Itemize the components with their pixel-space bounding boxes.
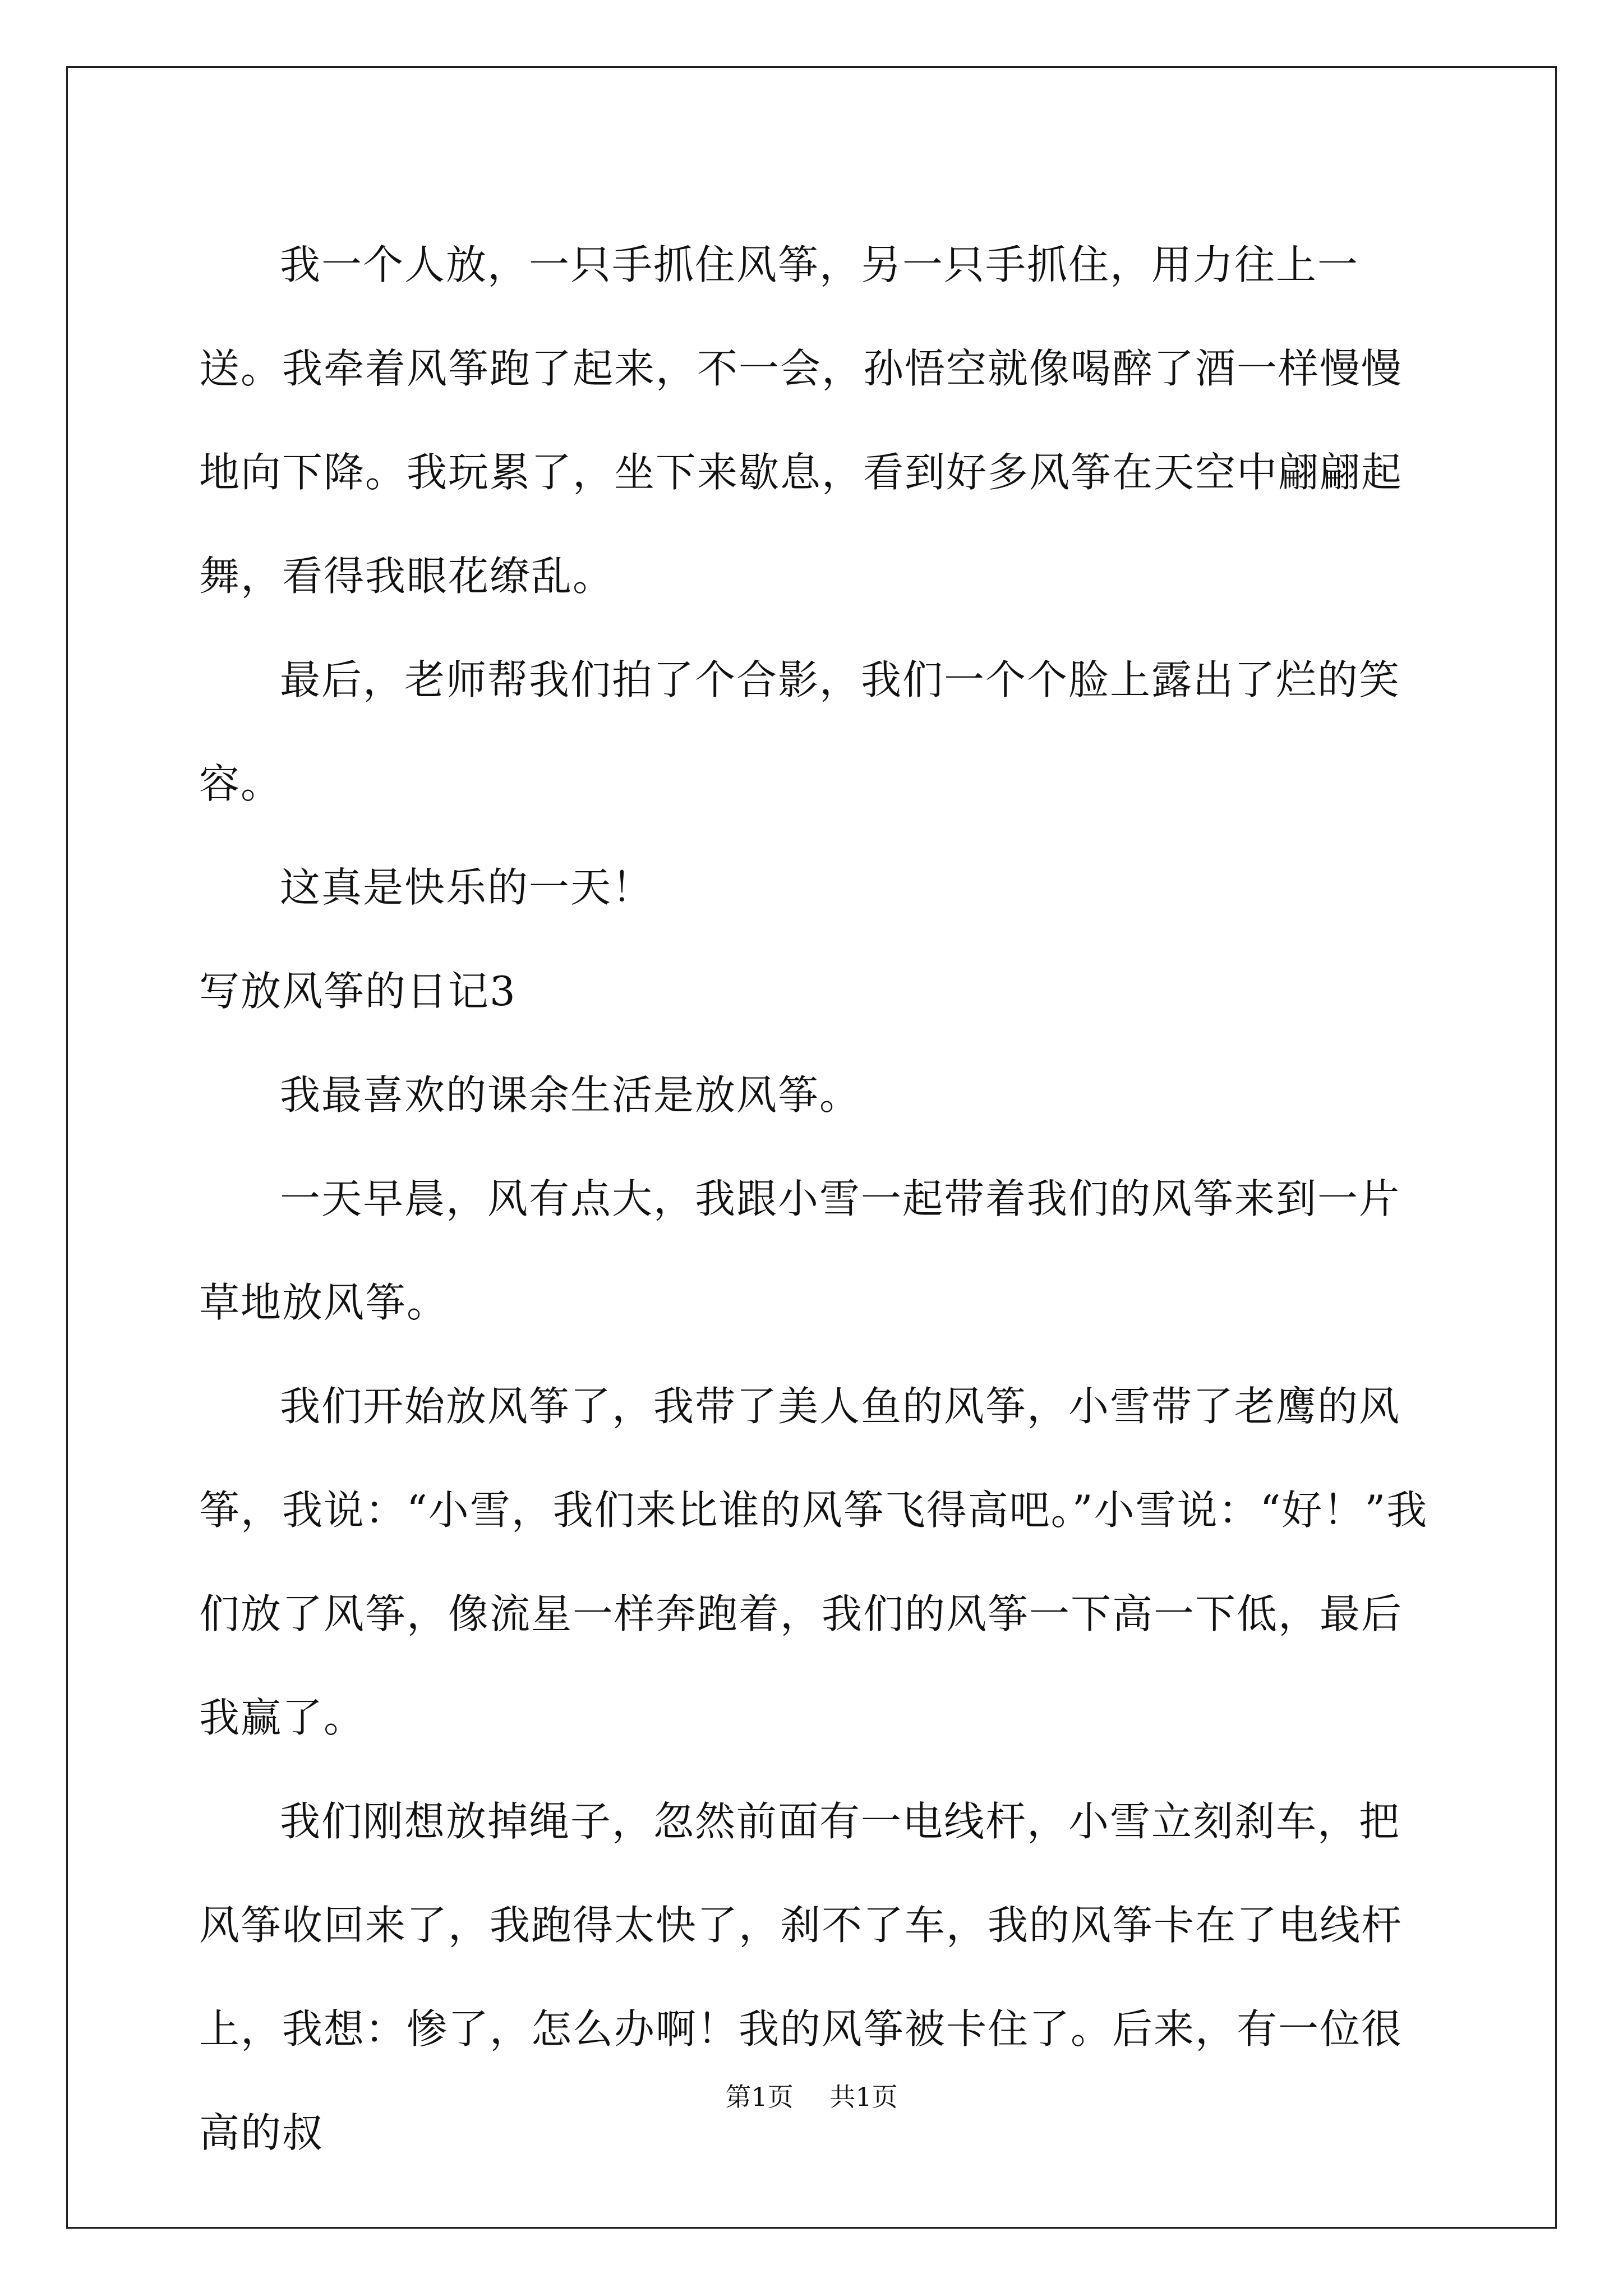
paragraph: 最后，老师帮我们拍了个合影，我们一个个脸上露出了烂的笑容。 — [199, 656, 1401, 807]
section-heading: 写放风筝的日记3 — [199, 968, 517, 1015]
paragraph: 我最喜欢的课余生活是放风筝。 — [280, 1071, 861, 1119]
paragraph: 我们刚想放掉绳子，忽然前面有一电线杆，小雪立刻刹车，把风筝收回来了，我跑得太快了，刹不了车，我的风筝卡在了电线杆上，我想：惨了，怎么办啊！我的风筝被卡住了。后来，有一位很高的叔 — [199, 1798, 1403, 2156]
paragraph: 一天早晨，风有点大，我跟小雪一起带着我们的风筝来到一片草地放风筝。 — [199, 1175, 1401, 1326]
page-number: 第1页 — [725, 2082, 794, 2112]
paragraph: 我一个人放，一只手抓住风筝，另一只手抓住，用力往上一送。我牵着风筝跑了起来，不一会，孙悟空就像喝醉了酒一样慢慢地向下降。我玩累了，坐下来歇息，看到好多风筝在天空中翩翩起舞，看得我眼花缭乱。 — [199, 241, 1403, 600]
paragraph: 我们开始放风筝了，我带了美人鱼的风筝，小雪带了老鹰的风筝，我说：“小雪，我们来比谁的风筝飞得高吧。”小雪说：“好！”我们放了风筝，像流星一样奔跑着，我们的风筝一下高一下低，最后我赢了。 — [199, 1383, 1428, 1741]
page-total: 共1页 — [829, 2082, 898, 2112]
document-body — [199, 213, 1433, 2185]
page-footer — [0, 2080, 1623, 2114]
paragraph: 这真是快乐的一天！ — [280, 864, 654, 911]
